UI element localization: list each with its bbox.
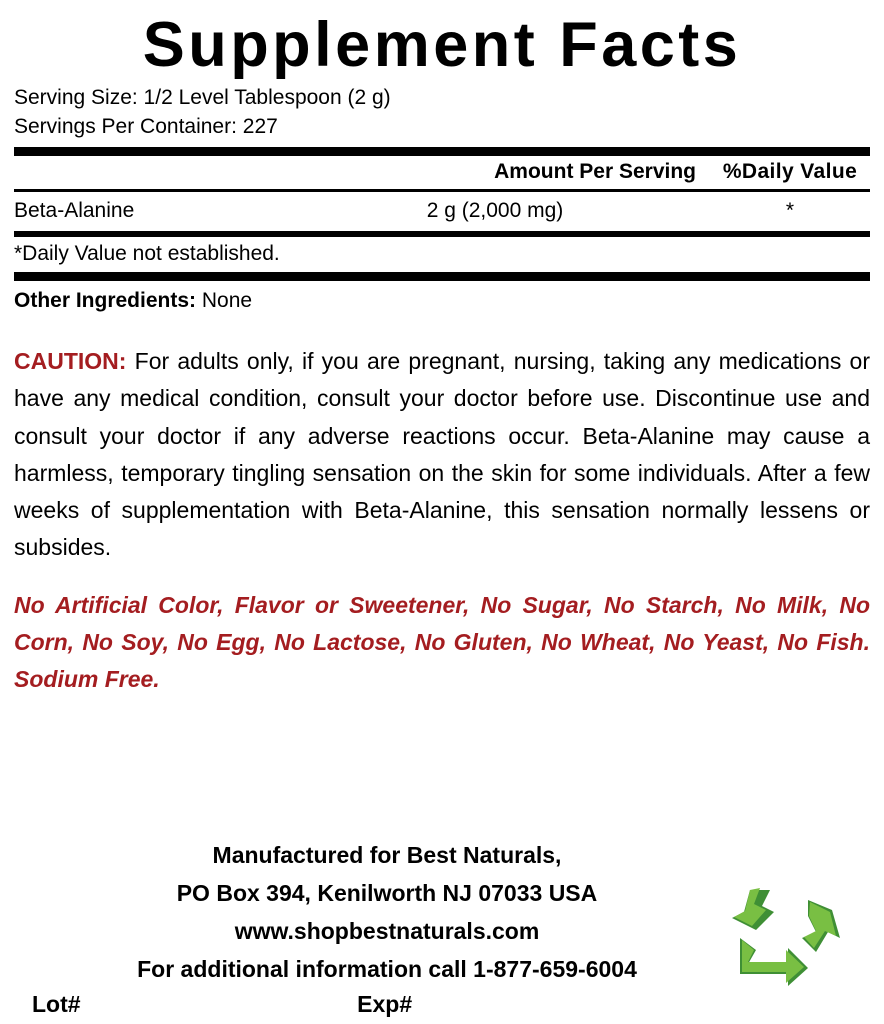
divider-thick-bottom [14,272,870,281]
label-footer [14,837,870,1018]
other-ingredients-value: None [201,289,253,313]
lot-label: Lot# [32,991,81,1017]
nutrient-daily-value: * [785,199,795,223]
divider-thick-top [14,147,870,156]
table-row [14,192,870,231]
caution-text: For adults only, if you are pregnant, nursing, taking any medications or have any medical condition, consult your doctor before use. Discontinue use and consult your doctor if any adverse reactions occur. Beta-Alanine may cause a harmless, temporary tingling sensation on the skin for some individuals. After a few weeks of supplementation with Beta-Alanine, this sensation normally lessens or subsides. [14,348,871,561]
exp-label: Exp# [357,991,413,1017]
daily-value-header: %Daily Value [722,160,858,184]
manufacturer-address: PO Box 394, Kenilworth NJ 07033 USA [176,880,598,907]
serving-size: Serving Size: 1/2 Level Tablespoon (2 g) [14,86,391,110]
free-from-claims: No Artificial Color, Flavor or Sweetener, No Sugar, No Starch, No Milk, No Corn, No Soy, No Egg, No Lactose, No Gluten, No Wheat, No Yeast, No Fish. Sodium Free. [14,591,870,693]
amount-per-serving-header: Amount Per Serving [494,160,696,184]
phone-line: For additional information call 1-877-659-6004 [137,956,637,983]
page-title: Supplement Facts [142,10,742,80]
daily-value-footnote: *Daily Value not established. [14,242,280,266]
servings-per-container: Servings Per Container: 227 [14,114,278,138]
nutrient-name: Beta-Alanine [14,199,135,223]
recycle-icon [704,876,864,996]
website: www.shopbestnaturals.com [234,918,540,945]
caution-label: CAUTION: [14,348,127,375]
manufactured-for: Manufactured for Best Naturals, [212,842,562,869]
caution-paragraph [14,343,870,567]
nutrient-amount: 2 g (2,000 mg) [426,199,564,223]
other-ingredients-label: Other Ingredients: [14,289,197,313]
facts-table-header [14,156,870,189]
other-ingredients [14,281,870,313]
